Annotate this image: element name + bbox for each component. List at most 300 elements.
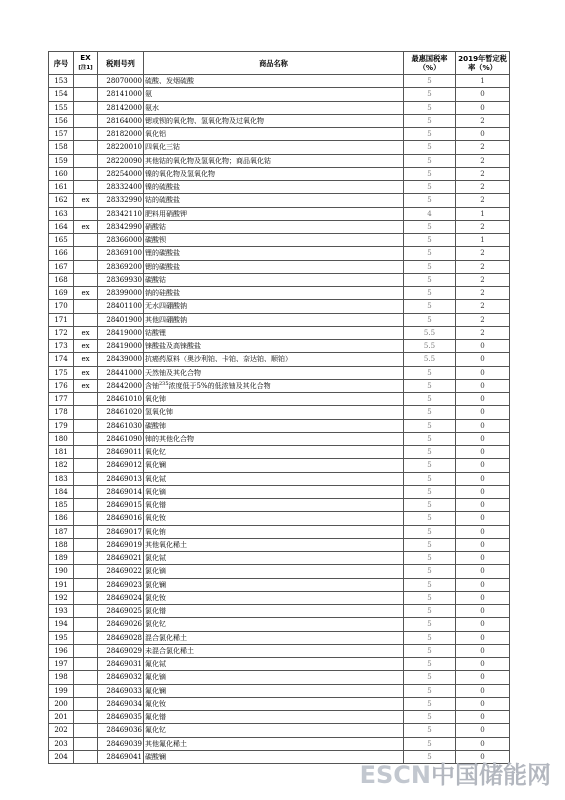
table-row xyxy=(49,260,510,273)
row-ex-flag xyxy=(74,658,98,671)
row-temp-rate: 0 xyxy=(456,711,510,724)
row-tariff-code: 28469016 xyxy=(98,512,144,525)
row-ex-flag: ex xyxy=(74,366,98,379)
table-row xyxy=(49,353,510,366)
row-seq: 203 xyxy=(49,737,74,750)
row-ex-flag xyxy=(74,631,98,644)
row-product-name: 钴酸锂 xyxy=(144,326,404,339)
row-mfn-rate: 4 xyxy=(404,207,456,220)
row-temp-rate: 0 xyxy=(456,88,510,101)
row-ex-flag xyxy=(74,419,98,432)
row-product-name xyxy=(144,379,404,392)
row-product-name: 氧化铈 xyxy=(144,393,404,406)
row-tariff-code: 28469011 xyxy=(98,446,144,459)
header-ex xyxy=(74,52,98,75)
row-product-name: 肥料用硝酸钾 xyxy=(144,207,404,220)
row-temp-rate: 0 xyxy=(456,644,510,657)
row-temp-rate: 2 xyxy=(456,220,510,233)
table-row xyxy=(49,101,510,114)
row-product-name: 氢氧化铈 xyxy=(144,406,404,419)
row-ex-flag xyxy=(74,128,98,141)
row-product-name: 碳酸镧 xyxy=(144,750,404,763)
row-product-name: 锶的碳酸盐 xyxy=(144,260,404,273)
row-mfn-rate: 5 xyxy=(404,181,456,194)
row-temp-rate: 2 xyxy=(456,326,510,339)
row-seq: 157 xyxy=(49,128,74,141)
row-seq: 191 xyxy=(49,578,74,591)
table-row xyxy=(49,167,510,180)
row-mfn-rate: 5 xyxy=(404,750,456,763)
row-tariff-code: 28182000 xyxy=(98,128,144,141)
row-ex-flag: ex xyxy=(74,340,98,353)
row-ex-flag: ex xyxy=(74,379,98,392)
row-mfn-rate: 5 xyxy=(404,711,456,724)
tariff-table xyxy=(48,51,510,764)
row-ex-flag xyxy=(74,273,98,286)
row-mfn-rate: 5 xyxy=(404,591,456,604)
name-part: 含铀 xyxy=(145,381,159,390)
tariff-document xyxy=(48,51,509,764)
row-tariff-code: 28469023 xyxy=(98,578,144,591)
row-product-name: 天然铀及其化合物 xyxy=(144,366,404,379)
row-seq: 184 xyxy=(49,485,74,498)
row-temp-rate: 0 xyxy=(456,485,510,498)
row-temp-rate: 0 xyxy=(456,459,510,472)
row-seq: 167 xyxy=(49,260,74,273)
row-tariff-code: 28332400 xyxy=(98,181,144,194)
table-row xyxy=(49,591,510,604)
row-product-name: 无水四硼酸钠 xyxy=(144,300,404,313)
row-seq: 198 xyxy=(49,671,74,684)
row-ex-flag xyxy=(74,644,98,657)
row-tariff-code: 28469014 xyxy=(98,485,144,498)
table-row xyxy=(49,658,510,671)
row-temp-rate: 0 xyxy=(456,631,510,644)
row-tariff-code: 28469028 xyxy=(98,631,144,644)
row-seq: 196 xyxy=(49,644,74,657)
row-product-name: 四氧化三钴 xyxy=(144,141,404,154)
row-product-name: 氟化镨 xyxy=(144,711,404,724)
row-temp-rate: 0 xyxy=(456,379,510,392)
row-tariff-code: 28441000 xyxy=(98,366,144,379)
row-product-name: 氯化钇 xyxy=(144,618,404,631)
row-ex-flag xyxy=(74,141,98,154)
row-ex-flag xyxy=(74,101,98,114)
table-row xyxy=(49,485,510,498)
superscript: 235 xyxy=(159,380,169,387)
watermark-latin: ESCN xyxy=(359,761,431,789)
row-mfn-rate: 5 xyxy=(404,605,456,618)
header-ex-note: [注1] xyxy=(78,65,93,71)
table-row xyxy=(49,512,510,525)
row-ex-flag xyxy=(74,260,98,273)
table-row xyxy=(49,154,510,167)
row-ex-flag xyxy=(74,538,98,551)
header-seq: 序号 xyxy=(49,52,74,75)
row-seq: 182 xyxy=(49,459,74,472)
row-tariff-code: 28469021 xyxy=(98,552,144,565)
row-tariff-code: 28369100 xyxy=(98,247,144,260)
row-temp-rate: 0 xyxy=(456,432,510,445)
row-mfn-rate: 5 xyxy=(404,432,456,445)
row-mfn-rate: 5 xyxy=(404,671,456,684)
row-ex-flag xyxy=(74,75,98,88)
row-mfn-rate: 5.5 xyxy=(404,340,456,353)
row-tariff-code: 28469033 xyxy=(98,684,144,697)
row-product-name: 氨水 xyxy=(144,101,404,114)
row-tariff-code: 28469024 xyxy=(98,591,144,604)
row-mfn-rate: 5 xyxy=(404,565,456,578)
row-seq: 166 xyxy=(49,247,74,260)
table-header xyxy=(49,52,510,75)
row-seq: 181 xyxy=(49,446,74,459)
row-product-name: 氧化镝 xyxy=(144,485,404,498)
row-ex-flag xyxy=(74,393,98,406)
table-row xyxy=(49,671,510,684)
row-seq: 185 xyxy=(49,499,74,512)
table-row xyxy=(49,234,510,247)
row-seq: 168 xyxy=(49,273,74,286)
row-product-name: 氧化铝 xyxy=(144,128,404,141)
table-row xyxy=(49,618,510,631)
row-mfn-rate: 5 xyxy=(404,287,456,300)
row-mfn-rate: 5 xyxy=(404,75,456,88)
row-ex-flag xyxy=(74,724,98,737)
row-temp-rate: 2 xyxy=(456,273,510,286)
row-temp-rate: 2 xyxy=(456,194,510,207)
row-product-name: 氯化铽 xyxy=(144,552,404,565)
row-tariff-code: 28439000 xyxy=(98,353,144,366)
row-temp-rate: 0 xyxy=(456,618,510,631)
row-ex-flag xyxy=(74,114,98,127)
row-temp-rate: 2 xyxy=(456,313,510,326)
row-mfn-rate: 5.5 xyxy=(404,353,456,366)
row-mfn-rate: 5 xyxy=(404,220,456,233)
row-temp-rate: 0 xyxy=(456,684,510,697)
row-tariff-code: 28342990 xyxy=(98,220,144,233)
row-mfn-rate: 5 xyxy=(404,234,456,247)
row-tariff-code: 28401900 xyxy=(98,313,144,326)
row-ex-flag xyxy=(74,234,98,247)
row-product-name: 氧化钇 xyxy=(144,446,404,459)
row-ex-flag: ex xyxy=(74,220,98,233)
table-row xyxy=(49,538,510,551)
row-mfn-rate: 5 xyxy=(404,114,456,127)
row-product-name: 氧化钕 xyxy=(144,512,404,525)
table-row xyxy=(49,300,510,313)
row-product-name: 氟化镧 xyxy=(144,684,404,697)
row-ex-flag xyxy=(74,167,98,180)
row-product-name: 钠的硅酸盐 xyxy=(144,287,404,300)
row-mfn-rate: 5 xyxy=(404,552,456,565)
row-seq: 155 xyxy=(49,101,74,114)
row-mfn-rate: 5 xyxy=(404,499,456,512)
row-tariff-code: 28469019 xyxy=(98,538,144,551)
row-mfn-rate: 5 xyxy=(404,525,456,538)
row-seq: 170 xyxy=(49,300,74,313)
table-row xyxy=(49,525,510,538)
row-product-name: 氧化镧 xyxy=(144,459,404,472)
row-temp-rate: 0 xyxy=(456,724,510,737)
header-temp-rate: 2019年暂定税率（%） xyxy=(456,52,510,75)
row-mfn-rate: 5 xyxy=(404,512,456,525)
row-tariff-code: 28469034 xyxy=(98,697,144,710)
row-seq: 189 xyxy=(49,552,74,565)
table-row xyxy=(49,711,510,724)
row-tariff-code: 28469041 xyxy=(98,750,144,763)
row-mfn-rate: 5 xyxy=(404,88,456,101)
row-tariff-code: 28469012 xyxy=(98,459,144,472)
row-seq: 195 xyxy=(49,631,74,644)
row-seq: 183 xyxy=(49,472,74,485)
table-row xyxy=(49,499,510,512)
row-temp-rate: 1 xyxy=(456,75,510,88)
row-temp-rate: 2 xyxy=(456,167,510,180)
row-seq: 156 xyxy=(49,114,74,127)
table-row xyxy=(49,194,510,207)
row-ex-flag xyxy=(74,406,98,419)
row-seq: 188 xyxy=(49,538,74,551)
row-tariff-code: 28164000 xyxy=(98,114,144,127)
row-product-name: 碳酸铈 xyxy=(144,419,404,432)
row-temp-rate: 0 xyxy=(456,393,510,406)
row-seq: 160 xyxy=(49,167,74,180)
row-seq: 159 xyxy=(49,154,74,167)
row-temp-rate: 0 xyxy=(456,525,510,538)
row-mfn-rate: 5 xyxy=(404,406,456,419)
row-ex-flag xyxy=(74,578,98,591)
row-mfn-rate: 5 xyxy=(404,644,456,657)
row-mfn-rate: 5 xyxy=(404,101,456,114)
header-ex-label: EX xyxy=(80,53,91,62)
row-ex-flag: ex xyxy=(74,287,98,300)
header-code: 税则号列 xyxy=(98,52,144,75)
row-seq: 173 xyxy=(49,340,74,353)
row-mfn-rate: 5.5 xyxy=(404,326,456,339)
row-temp-rate: 0 xyxy=(456,552,510,565)
row-ex-flag xyxy=(74,432,98,445)
row-ex-flag xyxy=(74,313,98,326)
row-product-name: 氯化镝 xyxy=(144,565,404,578)
row-ex-flag xyxy=(74,552,98,565)
row-tariff-code: 28469035 xyxy=(98,711,144,724)
table-row xyxy=(49,379,510,392)
row-product-name: 其他氟化稀土 xyxy=(144,737,404,750)
row-seq: 179 xyxy=(49,419,74,432)
row-tariff-code: 28469036 xyxy=(98,724,144,737)
row-ex-flag xyxy=(74,485,98,498)
table-row xyxy=(49,141,510,154)
row-tariff-code: 28469013 xyxy=(98,472,144,485)
row-tariff-code: 28469025 xyxy=(98,605,144,618)
row-seq: 190 xyxy=(49,565,74,578)
row-seq: 162 xyxy=(49,194,74,207)
row-mfn-rate: 5 xyxy=(404,167,456,180)
row-product-name: 钴的硫酸盐 xyxy=(144,194,404,207)
header-mfn-rate: 最惠国税率（%） xyxy=(404,52,456,75)
row-ex-flag xyxy=(74,88,98,101)
row-seq: 180 xyxy=(49,432,74,445)
row-temp-rate: 2 xyxy=(456,154,510,167)
row-mfn-rate: 5 xyxy=(404,697,456,710)
row-product-name: 氟化铽 xyxy=(144,658,404,671)
row-product-name: 其他氧化稀土 xyxy=(144,538,404,551)
row-tariff-code: 28469017 xyxy=(98,525,144,538)
row-tariff-code: 28469031 xyxy=(98,658,144,671)
row-ex-flag xyxy=(74,181,98,194)
table-row xyxy=(49,472,510,485)
row-product-name: 氧化铕 xyxy=(144,525,404,538)
row-seq: 199 xyxy=(49,684,74,697)
row-tariff-code: 28461030 xyxy=(98,419,144,432)
row-ex-flag xyxy=(74,565,98,578)
row-product-name: 氯化镧 xyxy=(144,578,404,591)
row-product-name: 锶或钡的氧化物、氢氧化物及过氧化物 xyxy=(144,114,404,127)
table-row xyxy=(49,287,510,300)
row-ex-flag: ex xyxy=(74,353,98,366)
row-tariff-code: 28332990 xyxy=(98,194,144,207)
row-tariff-code: 28469026 xyxy=(98,618,144,631)
table-row xyxy=(49,737,510,750)
row-mfn-rate: 5 xyxy=(404,631,456,644)
row-mfn-rate: 5 xyxy=(404,141,456,154)
row-ex-flag xyxy=(74,737,98,750)
row-product-name: 氧化镨 xyxy=(144,499,404,512)
name-part: 浓度低于5%的低浓铀及其化合物 xyxy=(168,381,271,390)
table-row xyxy=(49,724,510,737)
row-ex-flag xyxy=(74,671,98,684)
row-tariff-code: 28469039 xyxy=(98,737,144,750)
row-mfn-rate: 5 xyxy=(404,273,456,286)
row-ex-flag xyxy=(74,207,98,220)
table-row xyxy=(49,88,510,101)
row-ex-flag xyxy=(74,525,98,538)
table-row xyxy=(49,578,510,591)
row-temp-rate: 2 xyxy=(456,300,510,313)
row-temp-rate: 0 xyxy=(456,499,510,512)
row-tariff-code: 28469022 xyxy=(98,565,144,578)
row-product-name: 抗癌药原料（奥沙利铂、卡铂、奈达铂、顺铂） xyxy=(144,353,404,366)
row-temp-rate: 0 xyxy=(456,750,510,763)
row-temp-rate: 0 xyxy=(456,697,510,710)
escn-watermark xyxy=(360,755,551,790)
row-product-name: 氟化镝 xyxy=(144,671,404,684)
table-row xyxy=(49,181,510,194)
table-body xyxy=(49,75,510,764)
row-temp-rate: 0 xyxy=(456,366,510,379)
row-product-name: 碳酸钡 xyxy=(144,234,404,247)
row-tariff-code: 28342110 xyxy=(98,207,144,220)
row-tariff-code: 28461090 xyxy=(98,432,144,445)
row-seq: 186 xyxy=(49,512,74,525)
row-temp-rate: 1 xyxy=(456,234,510,247)
row-product-name: 氟化钕 xyxy=(144,697,404,710)
row-seq: 158 xyxy=(49,141,74,154)
row-mfn-rate: 5 xyxy=(404,260,456,273)
row-temp-rate: 0 xyxy=(456,512,510,525)
table-row xyxy=(49,247,510,260)
row-temp-rate: 2 xyxy=(456,141,510,154)
table-row xyxy=(49,273,510,286)
row-temp-rate: 0 xyxy=(456,128,510,141)
table-row xyxy=(49,432,510,445)
row-tariff-code: 28142000 xyxy=(98,101,144,114)
table-row xyxy=(49,419,510,432)
row-mfn-rate: 5 xyxy=(404,459,456,472)
row-tariff-code: 28419000 xyxy=(98,340,144,353)
row-temp-rate: 1 xyxy=(456,207,510,220)
table-row xyxy=(49,75,510,88)
row-tariff-code: 28220010 xyxy=(98,141,144,154)
row-product-name: 硫酸、发烟硫酸 xyxy=(144,75,404,88)
row-mfn-rate: 5 xyxy=(404,538,456,551)
row-temp-rate: 0 xyxy=(456,419,510,432)
row-product-name: 氟化钇 xyxy=(144,724,404,737)
row-mfn-rate: 5 xyxy=(404,300,456,313)
row-product-name: 其他四硼酸钠 xyxy=(144,313,404,326)
row-temp-rate: 2 xyxy=(456,287,510,300)
table-row xyxy=(49,128,510,141)
row-mfn-rate: 5 xyxy=(404,393,456,406)
header-name: 商品名称 xyxy=(144,52,404,75)
row-seq: 200 xyxy=(49,697,74,710)
row-temp-rate: 0 xyxy=(456,671,510,684)
row-ex-flag xyxy=(74,446,98,459)
row-temp-rate: 2 xyxy=(456,260,510,273)
row-temp-rate: 2 xyxy=(456,247,510,260)
row-ex-flag xyxy=(74,697,98,710)
row-seq: 192 xyxy=(49,591,74,604)
row-seq: 193 xyxy=(49,605,74,618)
row-seq: 161 xyxy=(49,181,74,194)
row-temp-rate: 0 xyxy=(456,406,510,419)
row-tariff-code: 28369930 xyxy=(98,273,144,286)
table-row xyxy=(49,326,510,339)
row-tariff-code: 28419000 xyxy=(98,326,144,339)
row-seq: 163 xyxy=(49,207,74,220)
row-product-name: 其他钴的氧化物及氢氧化物；商品氧化钴 xyxy=(144,154,404,167)
row-temp-rate: 0 xyxy=(456,101,510,114)
row-ex-flag xyxy=(74,459,98,472)
table-row xyxy=(49,697,510,710)
row-product-name: 镍的氧化物及氢氧化物 xyxy=(144,167,404,180)
row-tariff-code: 28366000 xyxy=(98,234,144,247)
row-tariff-code: 28254000 xyxy=(98,167,144,180)
row-seq: 202 xyxy=(49,724,74,737)
table-row xyxy=(49,220,510,233)
row-mfn-rate: 5 xyxy=(404,419,456,432)
row-temp-rate: 0 xyxy=(456,340,510,353)
row-seq: 171 xyxy=(49,313,74,326)
row-mfn-rate: 5 xyxy=(404,154,456,167)
table-row xyxy=(49,459,510,472)
row-ex-flag xyxy=(74,472,98,485)
row-product-name: 氯化钕 xyxy=(144,591,404,604)
table-row xyxy=(49,207,510,220)
row-tariff-code: 28369200 xyxy=(98,260,144,273)
row-seq: 174 xyxy=(49,353,74,366)
table-row xyxy=(49,605,510,618)
table-row xyxy=(49,340,510,353)
row-seq: 194 xyxy=(49,618,74,631)
row-mfn-rate: 5 xyxy=(404,128,456,141)
row-seq: 177 xyxy=(49,393,74,406)
row-ex-flag xyxy=(74,605,98,618)
row-product-name: 铼酸盐及高铼酸盐 xyxy=(144,340,404,353)
row-mfn-rate: 5 xyxy=(404,724,456,737)
row-tariff-code: 28461010 xyxy=(98,393,144,406)
row-mfn-rate: 5 xyxy=(404,658,456,671)
